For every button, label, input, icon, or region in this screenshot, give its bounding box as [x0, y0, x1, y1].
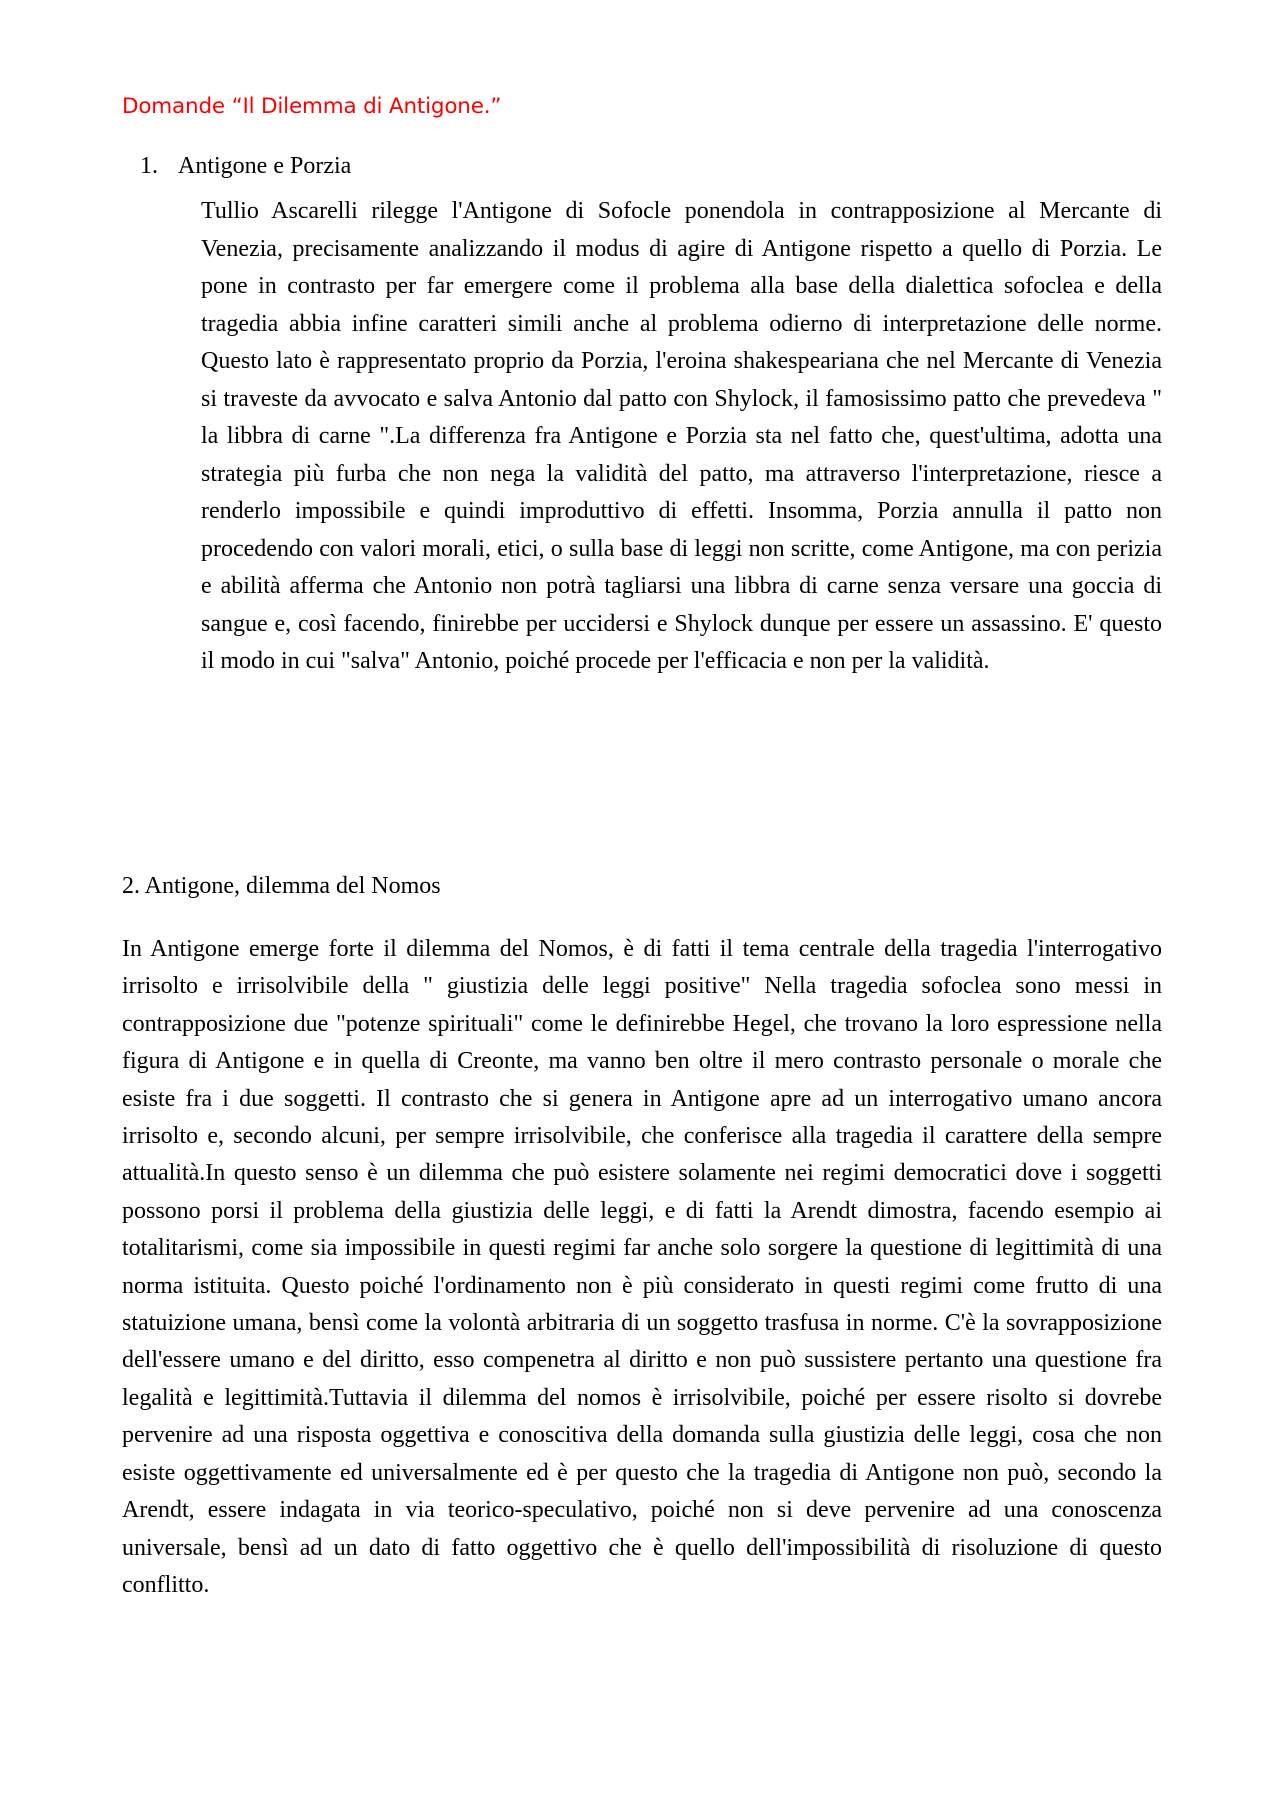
- document-title: Domande “Il Dilemma di Antigone.”: [122, 94, 502, 119]
- question-1-heading: [140, 153, 351, 180]
- question-1-title: Antigone e Porzia: [178, 153, 352, 179]
- question-2-heading: 2. Antigone, dilemma del Nomos: [122, 873, 441, 899]
- question-1-number: 1.: [140, 153, 158, 179]
- question-1-body: Tullio Ascarelli rilegge l'Antigone di Sofocle ponendola in contrapposizione al Mercante di Venezia, precisamente analizzando il modus di agire di Antigone rispetto a quello di Porzia. Le pone in contrasto per far emergere come il problema alla base della dialettica sofoclea e della tragedia abbia infine caratteri simili anche al problema odierno di interpretazione delle norme. Questo lato è rappresentato proprio da Porzia, l'eroina shakespeariana che nel Mercante di Venezia si traveste da avvocato e salva Antonio dal patto con Shylock, il famosissimo patto che prevedeva " la libbra di carne ".La differenza fra Antigone e Porzia sta nel fatto che, quest'ultima, adotta una strategia più furba che non nega la validità del patto, ma attraverso l'interpretazione, riesce a renderlo impossibile e quindi improduttivo di effetti. Insomma, Porzia annulla il patto non procedendo con valori morali, etici, o sulla base di leggi non scritte, come Antigone, ma con perizia e abilità afferma che Antonio non potrà tagliarsi una libbra di carne senza versare una goccia di sangue e, così facendo, finirebbe per uccidersi e Shylock dunque per essere un assassino. E' questo il modo in cui "salva" Antonio, poiché procede per l'efficacia e non per la validità.: [201, 198, 1162, 674]
- question-2-body: In Antigone emerge forte il dilemma del Nomos, è di fatti il tema centrale della tragedia l'interrogativo irrisolto e irrisolvibile della " giustizia delle leggi positive" Nella tragedia sofoclea sono messi in contrapposizione due "potenze spirituali" come le definirebbe Hegel, che trovano la loro espressione nella figura di Antigone e in quella di Creonte, ma vanno ben oltre il mero contrasto personale o morale che esiste fra i due soggetti. Il contrasto che si genera in Antigone apre ad un interrogativo umano ancora irrisolto e, secondo alcuni, per sempre irrisolvibile, che conferisce alla tragedia il carattere della sempre attualità.In questo senso è un dilemma che può esistere solamente nei regimi democratici dove i soggetti possono porsi il problema della giustizia delle leggi, e di fatti la Arendt dimostra, facendo esempio ai totalitarismi, come sia impossibile in questi regimi far anche solo sorgere la questione di legittimità di una norma istituita. Questo poiché l'ordinamento non è più considerato in questi regimi come frutto di una statuizione umana, bensì come la volontà arbitraria di un soggetto trasfusa in norme. C'è la sovrapposizione dell'essere umano e del diritto, esso compenetra al diritto e non può sussistere pertanto una questione fra legalità e legittimità.Tuttavia il dilemma del nomos è irrisolvibile, poiché per essere risolto si dovrebe pervenire ad una risposta oggettiva e conoscitiva della domanda sulla giustizia delle leggi, cosa che non esiste oggettivamente ed universalmente ed è per questo che la tragedia di Antigone non può, secondo la Arendt, essere indagata in via teorico-speculativo, poiché non si deve pervenire ad una conoscenza universale, bensì ad un dato di fatto oggettivo che è quello dell'impossibilità di risoluzione di questo conflitto.: [122, 936, 1162, 1598]
